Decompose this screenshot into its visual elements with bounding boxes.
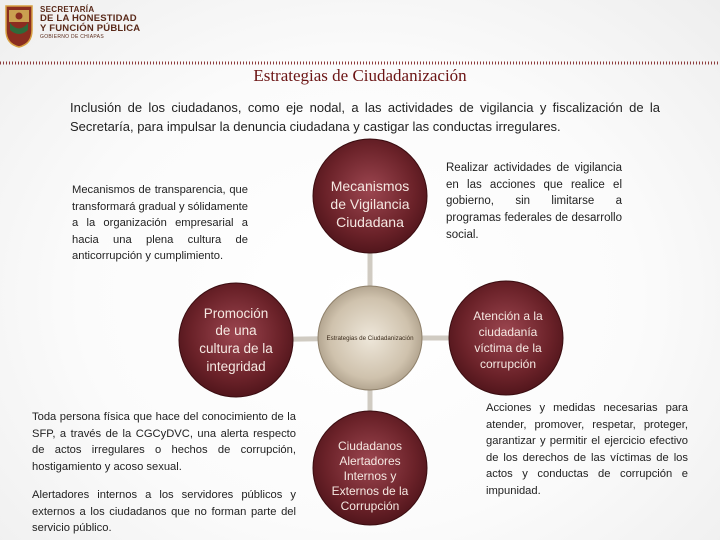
logo-line-2: DE LA HONESTIDAD (40, 13, 137, 24)
circle-mecanismos-label (330, 178, 409, 230)
circle-top-line-3: Ciudadana (336, 214, 404, 230)
circle-bottom-line-5: Corrupción (340, 499, 400, 513)
text-realizar-actividades: Realizar actividades de vigilancia en las acciones que realice el gobierno, sin limitarse a programas federales de desarrollo social. (446, 162, 622, 241)
circle-right-line-3: víctima de la (474, 341, 542, 355)
circle-bottom-line-3: Internos y (343, 469, 397, 483)
circle-right-line-2: ciudadanía (478, 325, 538, 339)
page-title: Estrategias de Ciudadanización (253, 66, 467, 85)
text-toda-persona: Toda persona física que hace del conocimiento de la SFP, a través de la CGCyDVC, una alerta respecto de actos irregulares o hechos de corrupción, hostigamiento y acoso sexual. (32, 411, 296, 473)
logo-line-4: GOBIERNO DE CHIAPAS (40, 34, 104, 40)
circle-left-line-3: cultura de la (199, 341, 273, 356)
circle-right-line-1: Atención a la (473, 309, 543, 323)
circle-bottom-line-1: Ciudadanos (337, 439, 403, 453)
circle-right-line-4: corrupción (479, 357, 537, 371)
circle-promocion (179, 283, 293, 397)
circle-bottom-line-2: Alertadores (339, 454, 401, 468)
text-acciones-medidas: Acciones y medidas necesarias para atender, promover, respetar, proteger, garantizar y permitir el ejercicio efectivo de los derechos de las víctimas de los actos y conductas de corrupción e impunidad. (486, 402, 688, 497)
logo-line-3: Y FUNCIÓN PÚBLICA (40, 22, 141, 34)
circle-left-line-2: de una (215, 323, 257, 338)
logo-line-1: SECRETARÍA (40, 5, 95, 14)
circle-top-line-1: Mecanismos (330, 178, 410, 194)
text-alertadores: Alertadores internos a los servidores públicos y externos a los ciudadanos que no forman parte del servicio público. (32, 489, 296, 534)
circle-bottom-line-4: Externos de la (331, 484, 409, 498)
circle-top-line-2: de Vigilancia (330, 196, 410, 212)
text-mecanismos-transparencia: Mecanismos de transparencia, que transformará gradual y sólidamente a la organización empresarial a hacia una plena cultura de anticorrupción y cumplimiento. (72, 184, 248, 262)
intro-paragraph: Inclusión de los ciudadanos, como eje nodal, a las actividades de vigilancia y fiscalización de la Secretaría, para impulsar la denuncia ciudadana y castigar las conductas irregulares. (70, 100, 660, 134)
center-label: Estrategias de Ciudadanización (326, 335, 414, 342)
circle-left-line-4: integridad (206, 359, 266, 374)
circle-left-line-1: Promoción (203, 306, 269, 321)
